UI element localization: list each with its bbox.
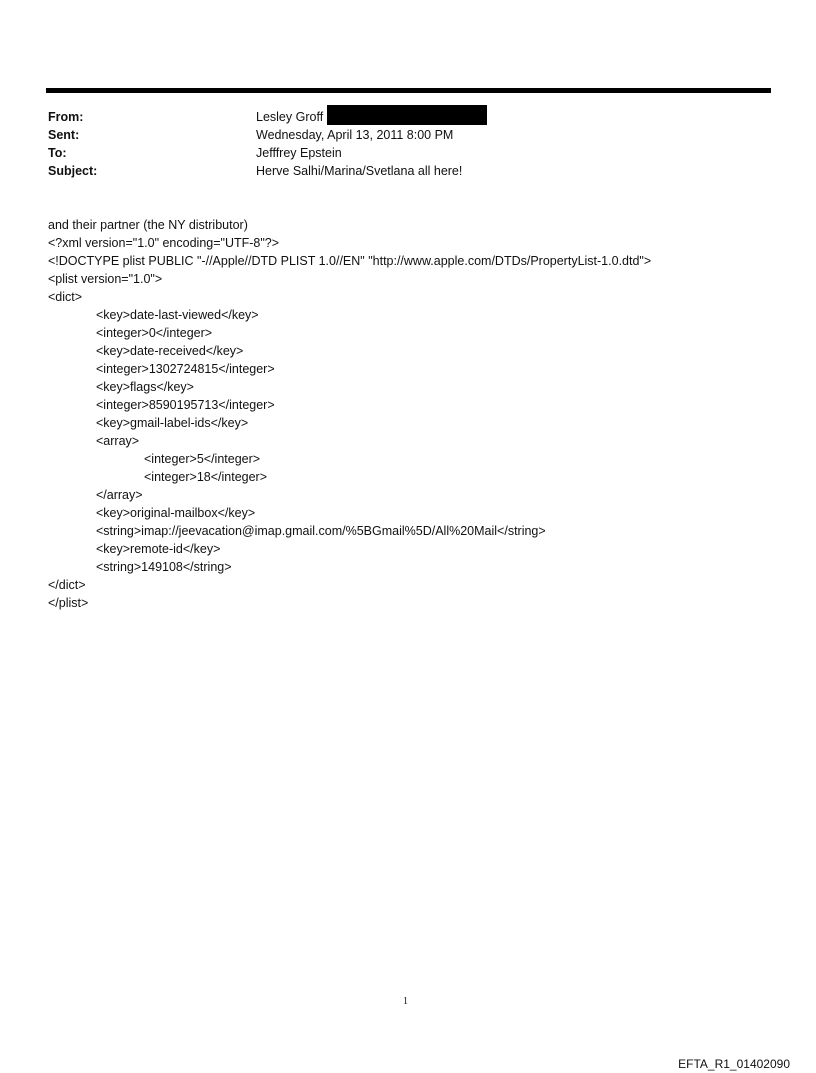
email-body	[48, 216, 651, 612]
sent-label: Sent:	[48, 128, 80, 142]
header-rule	[46, 88, 771, 93]
email-header	[48, 108, 487, 180]
body-line: <!DOCTYPE plist PUBLIC "-//Apple//DTD PLIST 1.0//EN" "http://www.apple.com/DTDs/PropertyList-1.0.dtd">	[48, 254, 652, 268]
to-label: To:	[48, 146, 67, 160]
body-line: <array>	[96, 434, 140, 448]
body-line: <integer>8590195713</integer>	[96, 398, 275, 412]
redaction-box	[327, 105, 487, 125]
from-value	[256, 108, 487, 126]
body-line: <string>149108</string>	[96, 560, 232, 574]
body-line: <plist version="1.0">	[48, 272, 163, 286]
to-value: Jefffrey Epstein	[256, 146, 342, 160]
body-line: <?xml version="1.0" encoding="UTF-8"?>	[48, 236, 280, 250]
body-line: <integer>18</integer>	[144, 470, 268, 484]
body-line: </plist>	[48, 596, 89, 610]
document-id: EFTA_R1_01402090	[678, 1057, 790, 1071]
body-line: <key>date-last-viewed</key>	[96, 308, 259, 322]
sent-row	[48, 126, 487, 144]
to-row	[48, 144, 487, 162]
body-line: </array>	[96, 488, 143, 502]
body-line: <integer>5</integer>	[144, 452, 261, 466]
body-line: <key>gmail-label-ids</key>	[96, 416, 249, 430]
body-line: and their partner (the NY distributor)	[48, 218, 248, 232]
body-line: <dict>	[48, 290, 83, 304]
subject-value: Herve Salhi/Marina/Svetlana all here!	[256, 164, 463, 178]
from-name: Lesley Groff	[256, 110, 324, 124]
body-line: <key>flags</key>	[96, 380, 194, 394]
subject-label: Subject:	[48, 164, 98, 178]
from-row	[48, 108, 487, 126]
body-line: <key>remote-id</key>	[96, 542, 221, 556]
body-line: </dict>	[48, 578, 86, 592]
body-line: <key>date-received</key>	[96, 344, 244, 358]
sent-value: Wednesday, April 13, 2011 8:00 PM	[256, 128, 454, 142]
page-number: 1	[403, 996, 408, 1007]
body-line: <key>original-mailbox</key>	[96, 506, 256, 520]
from-label: From:	[48, 110, 84, 124]
body-line: <string>imap://jeevacation@imap.gmail.com/%5BGmail%5D/All%20Mail</string>	[96, 524, 546, 538]
body-line: <integer>0</integer>	[96, 326, 213, 340]
body-line: <integer>1302724815</integer>	[96, 362, 275, 376]
subject-row	[48, 162, 487, 180]
